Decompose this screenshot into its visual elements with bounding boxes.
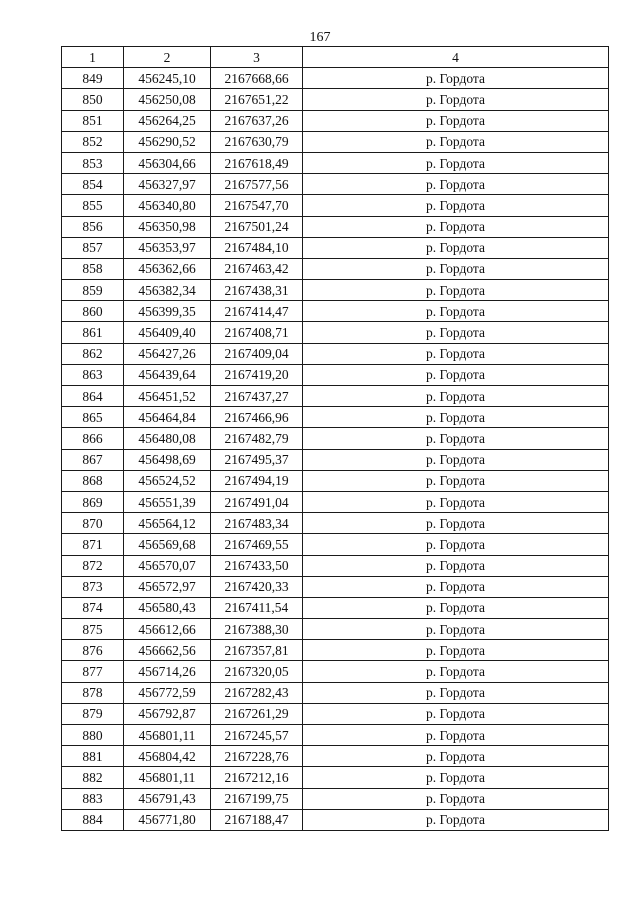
coordinates-table [61, 46, 609, 831]
description-cell: р. Гордота [303, 258, 609, 279]
table-row [62, 407, 609, 428]
x-coordinate-cell: 456662,56 [124, 640, 211, 661]
description-cell: р. Гордота [303, 491, 609, 512]
table-row [62, 428, 609, 449]
point-number-cell: 871 [62, 534, 124, 555]
x-coordinate-cell: 456350,98 [124, 216, 211, 237]
x-coordinate-cell: 456327,97 [124, 174, 211, 195]
table-row [62, 343, 609, 364]
description-cell: р. Гордота [303, 322, 609, 343]
x-coordinate-cell: 456409,40 [124, 322, 211, 343]
point-number-cell: 857 [62, 237, 124, 258]
y-coordinate-cell: 2167438,31 [211, 280, 303, 301]
point-number-cell: 858 [62, 258, 124, 279]
x-coordinate-cell: 456399,35 [124, 301, 211, 322]
table-header [62, 47, 609, 68]
x-coordinate-cell: 456304,66 [124, 152, 211, 173]
x-coordinate-cell: 456382,34 [124, 280, 211, 301]
page-number: 167 [309, 30, 331, 45]
description-cell: р. Гордота [303, 661, 609, 682]
y-coordinate-cell: 2167577,56 [211, 174, 303, 195]
table-row [62, 619, 609, 640]
table-row [62, 725, 609, 746]
x-coordinate-cell: 456572,97 [124, 576, 211, 597]
point-number-cell: 853 [62, 152, 124, 173]
point-number-cell: 850 [62, 89, 124, 110]
x-coordinate-cell: 456612,66 [124, 619, 211, 640]
header-col-3: 3 [211, 47, 303, 68]
x-coordinate-cell: 456353,97 [124, 237, 211, 258]
point-number-cell: 877 [62, 661, 124, 682]
x-coordinate-cell: 456772,59 [124, 682, 211, 703]
description-cell: р. Гордота [303, 746, 609, 767]
description-cell: р. Гордота [303, 174, 609, 195]
y-coordinate-cell: 2167637,26 [211, 110, 303, 131]
table-row [62, 640, 609, 661]
y-coordinate-cell: 2167547,70 [211, 195, 303, 216]
y-coordinate-cell: 2167282,43 [211, 682, 303, 703]
table-row [62, 746, 609, 767]
description-cell: р. Гордота [303, 725, 609, 746]
description-cell: р. Гордота [303, 640, 609, 661]
description-cell: р. Гордота [303, 89, 609, 110]
x-coordinate-cell: 456362,66 [124, 258, 211, 279]
x-coordinate-cell: 456250,08 [124, 89, 211, 110]
table-row [62, 788, 609, 809]
point-number-cell: 866 [62, 428, 124, 449]
x-coordinate-cell: 456524,52 [124, 470, 211, 491]
x-coordinate-cell: 456480,08 [124, 428, 211, 449]
point-number-cell: 880 [62, 725, 124, 746]
description-cell: р. Гордота [303, 788, 609, 809]
x-coordinate-cell: 456464,84 [124, 407, 211, 428]
y-coordinate-cell: 2167419,20 [211, 364, 303, 385]
x-coordinate-cell: 456771,80 [124, 809, 211, 830]
x-coordinate-cell: 456290,52 [124, 131, 211, 152]
y-coordinate-cell: 2167245,57 [211, 725, 303, 746]
point-number-cell: 872 [62, 555, 124, 576]
point-number-cell: 884 [62, 809, 124, 830]
y-coordinate-cell: 2167320,05 [211, 661, 303, 682]
description-cell: р. Гордота [303, 386, 609, 407]
x-coordinate-cell: 456551,39 [124, 491, 211, 512]
y-coordinate-cell: 2167414,47 [211, 301, 303, 322]
point-number-cell: 863 [62, 364, 124, 385]
y-coordinate-cell: 2167463,42 [211, 258, 303, 279]
point-number-cell: 851 [62, 110, 124, 131]
table-row [62, 661, 609, 682]
description-cell: р. Гордота [303, 597, 609, 618]
table-row [62, 364, 609, 385]
y-coordinate-cell: 2167494,19 [211, 470, 303, 491]
description-cell: р. Гордота [303, 364, 609, 385]
table-row [62, 703, 609, 724]
description-cell: р. Гордота [303, 237, 609, 258]
description-cell: р. Гордота [303, 619, 609, 640]
table-row [62, 131, 609, 152]
point-number-cell: 874 [62, 597, 124, 618]
point-number-cell: 870 [62, 513, 124, 534]
y-coordinate-cell: 2167437,27 [211, 386, 303, 407]
x-coordinate-cell: 456580,43 [124, 597, 211, 618]
description-cell: р. Гордота [303, 152, 609, 173]
x-coordinate-cell: 456791,43 [124, 788, 211, 809]
x-coordinate-cell: 456569,68 [124, 534, 211, 555]
point-number-cell: 852 [62, 131, 124, 152]
description-cell: р. Гордота [303, 280, 609, 301]
table-body [62, 68, 609, 831]
point-number-cell: 869 [62, 491, 124, 512]
x-coordinate-cell: 456564,12 [124, 513, 211, 534]
description-cell: р. Гордота [303, 470, 609, 491]
y-coordinate-cell: 2167188,47 [211, 809, 303, 830]
point-number-cell: 860 [62, 301, 124, 322]
description-cell: р. Гордота [303, 555, 609, 576]
y-coordinate-cell: 2167409,04 [211, 343, 303, 364]
y-coordinate-cell: 2167483,34 [211, 513, 303, 534]
y-coordinate-cell: 2167433,50 [211, 555, 303, 576]
table-row [62, 470, 609, 491]
description-cell: р. Гордота [303, 767, 609, 788]
description-cell: р. Гордота [303, 428, 609, 449]
point-number-cell: 856 [62, 216, 124, 237]
description-cell: р. Гордота [303, 809, 609, 830]
description-cell: р. Гордота [303, 534, 609, 555]
y-coordinate-cell: 2167388,30 [211, 619, 303, 640]
x-coordinate-cell: 456801,11 [124, 725, 211, 746]
y-coordinate-cell: 2167228,76 [211, 746, 303, 767]
point-number-cell: 861 [62, 322, 124, 343]
x-coordinate-cell: 456245,10 [124, 68, 211, 89]
x-coordinate-cell: 456801,11 [124, 767, 211, 788]
y-coordinate-cell: 2167261,29 [211, 703, 303, 724]
x-coordinate-cell: 456804,42 [124, 746, 211, 767]
point-number-cell: 873 [62, 576, 124, 597]
table-row [62, 555, 609, 576]
y-coordinate-cell: 2167199,75 [211, 788, 303, 809]
description-cell: р. Гордота [303, 343, 609, 364]
y-coordinate-cell: 2167668,66 [211, 68, 303, 89]
point-number-cell: 882 [62, 767, 124, 788]
point-number-cell: 881 [62, 746, 124, 767]
point-number-cell: 849 [62, 68, 124, 89]
point-number-cell: 883 [62, 788, 124, 809]
description-cell: р. Гордота [303, 513, 609, 534]
point-number-cell: 862 [62, 343, 124, 364]
x-coordinate-cell: 456714,26 [124, 661, 211, 682]
table-row [62, 301, 609, 322]
y-coordinate-cell: 2167411,54 [211, 597, 303, 618]
table-row [62, 110, 609, 131]
table-row [62, 322, 609, 343]
header-col-2: 2 [124, 47, 211, 68]
y-coordinate-cell: 2167484,10 [211, 237, 303, 258]
x-coordinate-cell: 456570,07 [124, 555, 211, 576]
y-coordinate-cell: 2167408,71 [211, 322, 303, 343]
table-row [62, 195, 609, 216]
table-row [62, 152, 609, 173]
point-number-cell: 864 [62, 386, 124, 407]
table-row [62, 280, 609, 301]
table-row [62, 576, 609, 597]
table-row [62, 534, 609, 555]
x-coordinate-cell: 456439,64 [124, 364, 211, 385]
table-row [62, 174, 609, 195]
x-coordinate-cell: 456340,80 [124, 195, 211, 216]
description-cell: р. Гордота [303, 195, 609, 216]
y-coordinate-cell: 2167466,96 [211, 407, 303, 428]
x-coordinate-cell: 456427,26 [124, 343, 211, 364]
table-row [62, 68, 609, 89]
description-cell: р. Гордота [303, 68, 609, 89]
point-number-cell: 876 [62, 640, 124, 661]
header-col-1: 1 [62, 47, 124, 68]
point-number-cell: 879 [62, 703, 124, 724]
y-coordinate-cell: 2167212,16 [211, 767, 303, 788]
y-coordinate-cell: 2167630,79 [211, 131, 303, 152]
table-row [62, 491, 609, 512]
table-row [62, 216, 609, 237]
table-row [62, 449, 609, 470]
description-cell: р. Гордота [303, 216, 609, 237]
x-coordinate-cell: 456792,87 [124, 703, 211, 724]
x-coordinate-cell: 456264,25 [124, 110, 211, 131]
description-cell: р. Гордота [303, 407, 609, 428]
table-row [62, 809, 609, 830]
y-coordinate-cell: 2167420,33 [211, 576, 303, 597]
header-row [62, 47, 609, 68]
point-number-cell: 854 [62, 174, 124, 195]
point-number-cell: 859 [62, 280, 124, 301]
y-coordinate-cell: 2167469,55 [211, 534, 303, 555]
table-row [62, 682, 609, 703]
description-cell: р. Гордота [303, 449, 609, 470]
table-row [62, 513, 609, 534]
y-coordinate-cell: 2167651,22 [211, 89, 303, 110]
point-number-cell: 875 [62, 619, 124, 640]
description-cell: р. Гордота [303, 131, 609, 152]
description-cell: р. Гордота [303, 301, 609, 322]
y-coordinate-cell: 2167482,79 [211, 428, 303, 449]
point-number-cell: 855 [62, 195, 124, 216]
table-row [62, 767, 609, 788]
point-number-cell: 867 [62, 449, 124, 470]
header-col-4: 4 [303, 47, 609, 68]
description-cell: р. Гордота [303, 576, 609, 597]
point-number-cell: 868 [62, 470, 124, 491]
y-coordinate-cell: 2167495,37 [211, 449, 303, 470]
y-coordinate-cell: 2167491,04 [211, 491, 303, 512]
x-coordinate-cell: 456451,52 [124, 386, 211, 407]
table-row [62, 237, 609, 258]
table-row [62, 258, 609, 279]
description-cell: р. Гордота [303, 703, 609, 724]
table-row [62, 597, 609, 618]
y-coordinate-cell: 2167501,24 [211, 216, 303, 237]
description-cell: р. Гордота [303, 682, 609, 703]
point-number-cell: 878 [62, 682, 124, 703]
y-coordinate-cell: 2167357,81 [211, 640, 303, 661]
x-coordinate-cell: 456498,69 [124, 449, 211, 470]
table-row [62, 89, 609, 110]
point-number-cell: 865 [62, 407, 124, 428]
y-coordinate-cell: 2167618,49 [211, 152, 303, 173]
table-row [62, 386, 609, 407]
description-cell: р. Гордота [303, 110, 609, 131]
